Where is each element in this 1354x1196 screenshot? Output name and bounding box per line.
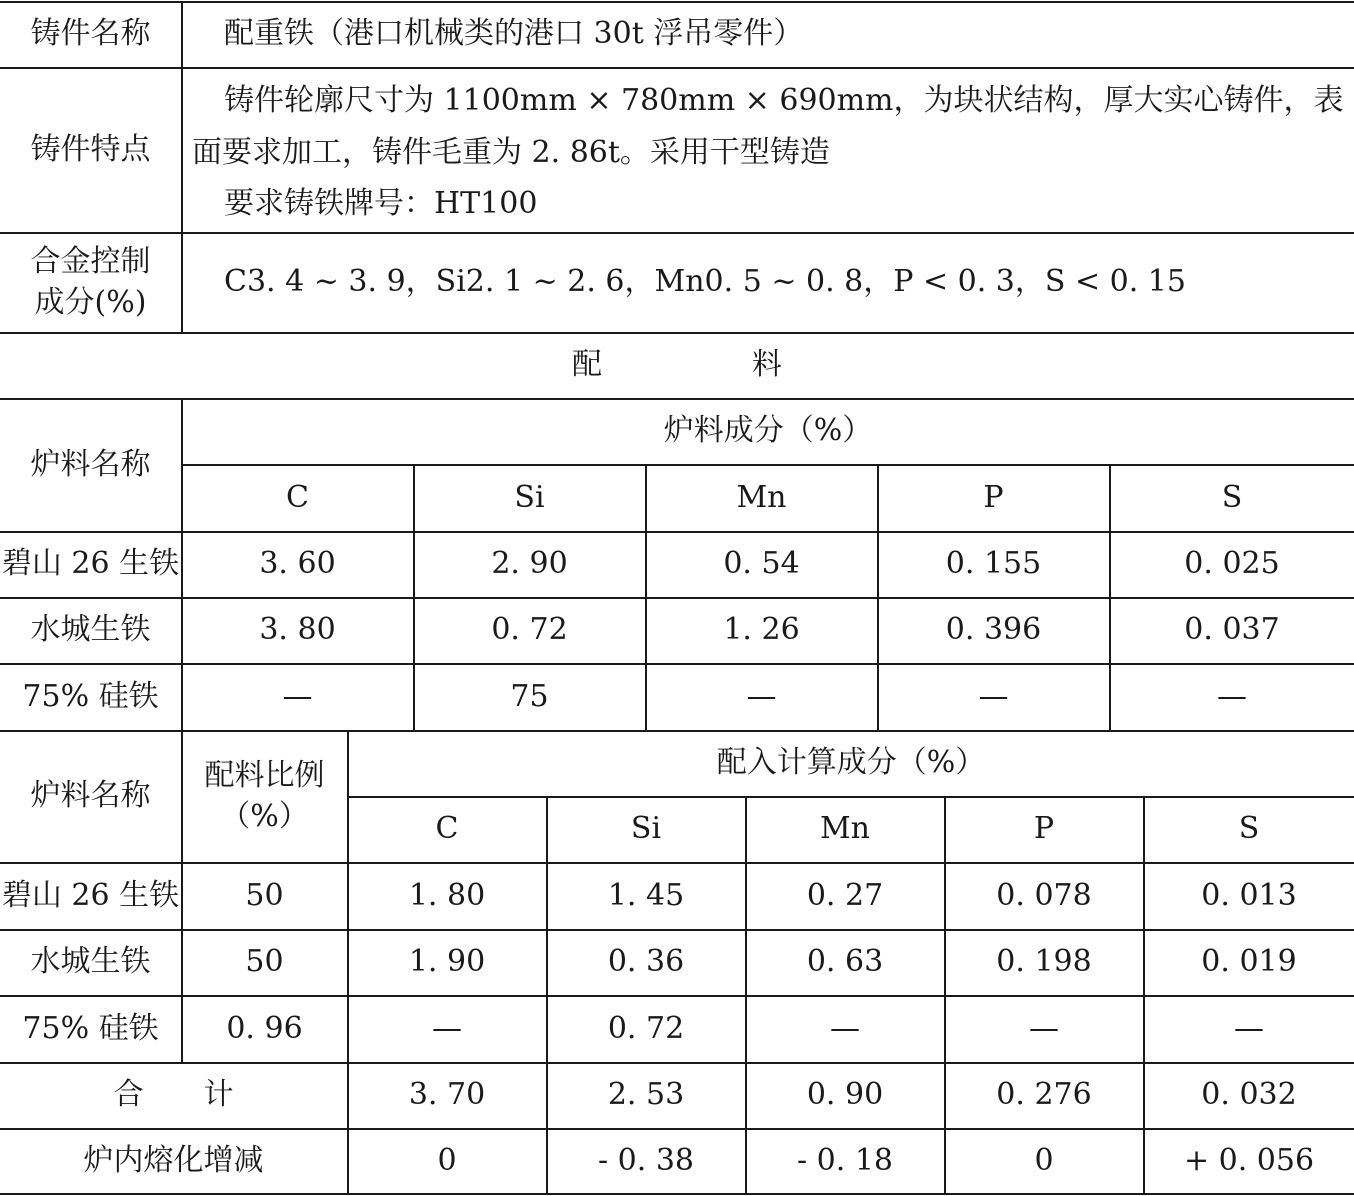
calc-cell: 0. 198: [996, 944, 1092, 980]
charge-col-header: Si: [514, 479, 545, 515]
calc-row-name: 75% 硅铁: [22, 1010, 159, 1046]
calc-col-header: S: [1238, 811, 1260, 847]
charge-cell: 0. 72: [491, 612, 568, 648]
charge-col-header: C: [286, 479, 309, 515]
charge-cell: 0. 396: [945, 612, 1042, 648]
charge-cell: 3. 80: [259, 612, 336, 648]
charge-cell: 1. 26: [723, 612, 800, 648]
calc-cell: 0. 019: [1201, 944, 1297, 980]
alloy-label-line1: 合金控制: [30, 244, 151, 279]
total-cell: 0. 90: [806, 1077, 884, 1113]
charge-cell: 2. 90: [491, 546, 568, 582]
charge-cell: —: [746, 678, 777, 714]
calc-cell: 0. 27: [806, 877, 884, 913]
change-label: 炉内熔化增减: [83, 1142, 264, 1178]
calc-ratio-header: [182, 731, 347, 862]
change-cell: 0: [437, 1142, 457, 1178]
charge-col-header: S: [1221, 479, 1243, 515]
casting-name-label: 铸件名称: [30, 16, 151, 52]
calc-row-name: 碧山 26 生铁: [1, 877, 180, 913]
calc-ratio-cell: 50: [245, 944, 284, 980]
calc-cell: —: [432, 1010, 462, 1046]
rule: [0, 67, 1354, 69]
calc-ratio-header-line1: 配料比例: [204, 758, 325, 793]
calc-cell: —: [1029, 1010, 1059, 1046]
charge-cell: —: [282, 678, 313, 714]
total-cell: 0. 276: [996, 1077, 1092, 1113]
casting-features-line3: 要求铸铁牌号：HT100: [224, 185, 538, 221]
calc-name-header: 炉料名称: [30, 778, 151, 814]
rule: [181, 1, 183, 332]
casting-features-label: 铸件特点: [30, 131, 151, 167]
calc-cell: 0. 013: [1201, 877, 1297, 913]
calc-cell: —: [1234, 1010, 1264, 1046]
calc-ratio-cell: 50: [245, 877, 284, 913]
rule-bottom: [0, 1193, 1354, 1195]
casting-features-line2: 面要求加工，铸件毛重为 2. 86t。采用干型铸造: [192, 134, 830, 170]
total-label: 合 计: [113, 1077, 234, 1113]
charge-row-name: 75% 硅铁: [22, 678, 159, 714]
casting-name-value: [224, 2, 1344, 67]
calc-cell: 1. 90: [408, 944, 486, 980]
calc-group-header: 配入计算成分（%）: [716, 745, 986, 781]
charge-cell: 0. 037: [1184, 612, 1280, 648]
alloy-value: C3. 4 ~ 3. 9，Si2. 1 ~ 2. 6，Mn0. 5 ~ 0. 8，P < 0. 3，S < 0. 15: [224, 264, 1186, 300]
calc-cell: 0. 72: [607, 1010, 685, 1046]
charge-cell: —: [978, 678, 1009, 714]
calc-cell: —: [830, 1010, 860, 1046]
total-cell: 0. 032: [1201, 1077, 1297, 1113]
charge-cell: 0. 025: [1184, 546, 1280, 582]
calc-ratio-cell: 0. 96: [226, 1010, 303, 1046]
calc-col-header: Mn: [819, 811, 871, 847]
calc-col-header: Si: [630, 811, 662, 847]
change-cell: - 0. 18: [796, 1142, 893, 1178]
charge-row-name: 碧山 26 生铁: [1, 546, 180, 582]
calc-cell: 0. 63: [806, 944, 884, 980]
charge-col-header: Mn: [736, 479, 787, 515]
alloy-label-line2: 成分(%): [34, 284, 147, 320]
section-title: 配 料: [572, 347, 782, 383]
calc-col-header: C: [435, 811, 459, 847]
casting-name-text: 配重铁（港口机械类的港口 30t 浮吊零件）: [224, 16, 804, 52]
casting-features-line1: 铸件轮廓尺寸为 1100mm × 780mm × 690mm，为块状结构，厚大实心铸件，表: [224, 82, 1344, 118]
charge-col-header: P: [983, 479, 1004, 515]
total-cell: 2. 53: [607, 1077, 685, 1113]
charge-cell: 0. 54: [723, 546, 800, 582]
calc-cell: 0. 078: [996, 877, 1092, 913]
charge-cell: 3. 60: [259, 546, 336, 582]
charge-group-header: 炉料成分（%）: [663, 413, 873, 449]
calc-ratio-header-line2: （%）: [220, 798, 309, 834]
change-cell: + 0. 056: [1183, 1142, 1315, 1178]
charge-cell: 75: [510, 678, 549, 714]
calc-cell: 1. 45: [607, 877, 685, 913]
calc-row-name: 水城生铁: [30, 944, 151, 980]
change-cell: - 0. 38: [597, 1142, 694, 1178]
change-cell: 0: [1034, 1142, 1054, 1178]
alloy-label: [0, 233, 181, 332]
charge-cell: —: [1217, 678, 1247, 714]
calc-col-header: P: [1033, 811, 1055, 847]
charge-cell: 0. 155: [945, 546, 1042, 582]
charge-name-header: 炉料名称: [30, 446, 151, 482]
calc-cell: 1. 80: [408, 877, 486, 913]
charge-row-name: 水城生铁: [30, 612, 151, 648]
total-cell: 3. 70: [408, 1077, 486, 1113]
calc-cell: 0. 36: [607, 944, 685, 980]
